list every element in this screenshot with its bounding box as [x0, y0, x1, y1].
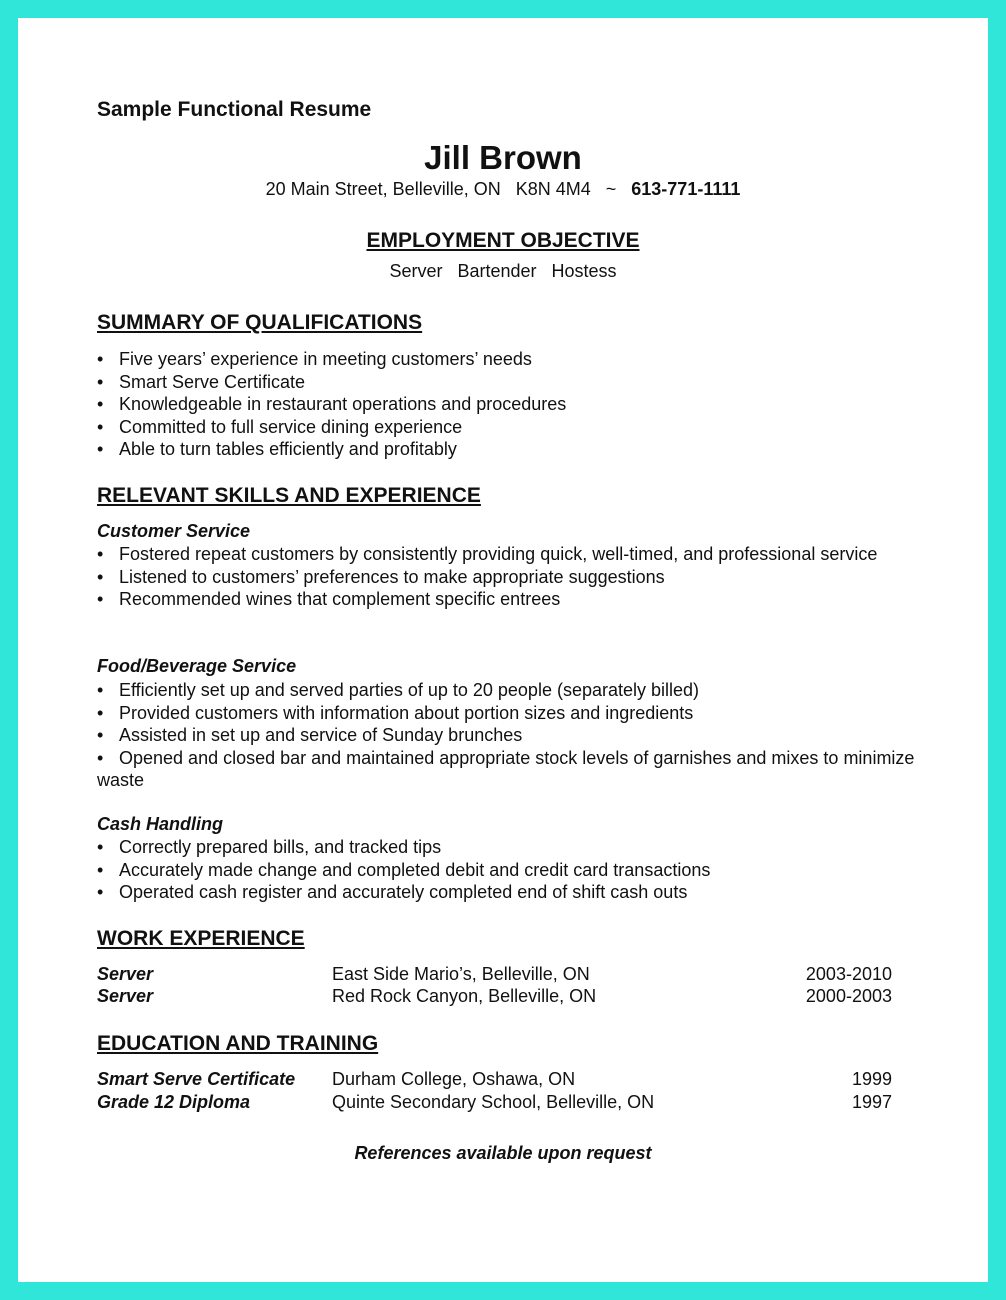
list-item: • Accurately made change and completed debit and credit card transactions — [97, 859, 711, 880]
list-item: • Knowledgeable in restaurant operations and procedures — [97, 394, 567, 415]
food-beverage-list — [97, 679, 927, 792]
list-item: • Correctly prepared bills, and tracked tips — [97, 837, 442, 857]
list-item: • Provided customers with information about portion sizes and ingredients — [97, 702, 694, 723]
list-item: • Efficiently set up and served parties of up to 20 people (separately billed) — [97, 680, 700, 700]
job-years: 2000-2003 — [805, 986, 892, 1006]
bullet-icon: • — [97, 747, 104, 768]
year: 1999 — [851, 1069, 892, 1089]
bullet-icon: • — [97, 837, 104, 857]
list-item: • Fostered repeat customers by consistently providing quick, well-timed, and professional service — [97, 544, 878, 564]
job-place: Red Rock Canyon, Belleville, ON — [332, 986, 597, 1006]
qualifications-list — [97, 348, 927, 461]
bullet-icon: • — [97, 416, 104, 437]
candidate-name: Jill Brown — [424, 139, 582, 176]
bullet-icon: • — [97, 566, 104, 587]
bullet-icon: • — [97, 544, 104, 564]
bullet-icon: • — [97, 439, 104, 460]
bullet-icon: • — [97, 859, 104, 880]
list-item: • Listened to customers’ preferences to make appropriate suggestions — [97, 566, 665, 587]
list-item: • Operated cash register and accurately completed end of shift cash outs — [97, 882, 688, 903]
objective-heading: EMPLOYMENT OBJECTIVE — [366, 229, 640, 252]
credential: Smart Serve Certificate — [97, 1069, 296, 1089]
table-row — [97, 986, 892, 1009]
year: 1997 — [851, 1092, 892, 1112]
references-note: References available upon request — [354, 1143, 652, 1163]
list-item: • Opened and closed bar and maintained appropriate stock levels of garnishes and mixes to minimize waste — [97, 747, 915, 791]
food-beverage-subheading: Food/Beverage Service — [97, 656, 297, 676]
bullet-icon: • — [97, 680, 104, 700]
bullet-icon: • — [97, 394, 104, 415]
cash-handling-subheading: Cash Handling — [97, 814, 224, 834]
table-row — [97, 1092, 892, 1115]
bullet-icon: • — [97, 702, 104, 723]
contact-line — [18, 179, 988, 200]
bullet-icon: • — [97, 349, 104, 369]
objective-items: Server Bartender Hostess — [389, 261, 617, 281]
job-place: East Side Mario’s, Belleville, ON — [332, 964, 590, 984]
table-row — [97, 964, 892, 987]
education-heading: EDUCATION AND TRAINING — [97, 1032, 379, 1055]
qualifications-heading: SUMMARY OF QUALIFICATIONS — [97, 311, 423, 334]
customer-service-list — [97, 543, 927, 611]
list-item: • Assisted in set up and service of Sunday brunches — [97, 725, 523, 746]
skills-heading: RELEVANT SKILLS AND EXPERIENCE — [97, 484, 481, 507]
cash-handling-list — [97, 836, 927, 904]
list-item: • Recommended wines that complement specific entrees — [97, 589, 561, 610]
table-row — [97, 1069, 892, 1092]
bullet-icon: • — [97, 371, 104, 392]
resume-page — [18, 18, 988, 1282]
work-experience-heading: WORK EXPERIENCE — [97, 927, 305, 950]
school: Durham College, Oshawa, ON — [332, 1069, 576, 1089]
job-years: 2003-2010 — [805, 964, 892, 984]
bullet-icon: • — [97, 882, 104, 903]
customer-service-subheading: Customer Service — [97, 521, 251, 541]
job-role: Server — [97, 986, 154, 1006]
job-role: Server — [97, 964, 154, 984]
document-title: Sample Functional Resume — [97, 98, 372, 121]
list-item: • Smart Serve Certificate — [97, 371, 306, 392]
list-item: • Five years’ experience in meeting customers’ needs — [97, 349, 532, 369]
phone: 613-771-1111 — [631, 179, 741, 199]
bullet-icon: • — [97, 725, 104, 746]
list-item: • Committed to full service dining experience — [97, 416, 463, 437]
address: 20 Main Street, Belleville, ON K8N 4M4 ~ — [265, 179, 632, 199]
list-item: • Able to turn tables efficiently and profitably — [97, 439, 457, 460]
credential: Grade 12 Diploma — [97, 1092, 251, 1112]
bullet-icon: • — [97, 589, 104, 610]
school: Quinte Secondary School, Belleville, ON — [332, 1092, 655, 1112]
